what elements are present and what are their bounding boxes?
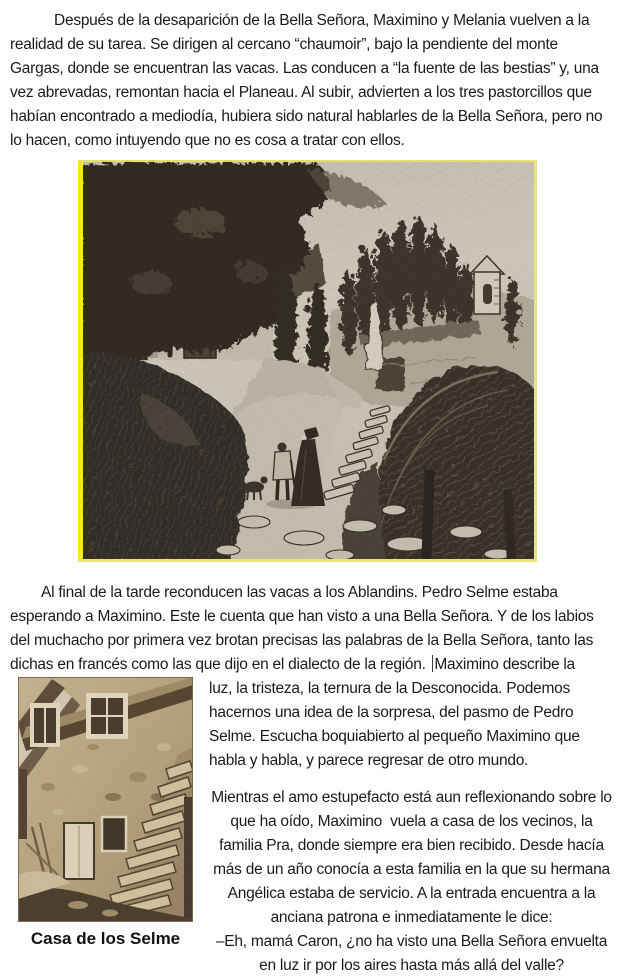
photo-text-row: [10, 677, 614, 978]
text-column: [209, 677, 614, 978]
photo-caption: Casa de los Selme: [30, 929, 181, 948]
paragraph-selme-wrapped: luz, la tristeza, la ternura de la Desconocida. Podemos hacernos una idea de la sorpresa, del pasmo de Pedro Selme. Escucha boquiabierto al pequeño Maximino que habla y habla, y parece regresar de otro mundo.: [209, 680, 584, 769]
selme-house-photo: [18, 677, 193, 922]
paragraph-selme-before-cursor: Al final de la tarde reconducen las vacas a los Ablandins. Pedro Selme estaba esperando a Maximino. Este le cuenta que han visto a una Bella Señora. Y de los labios del muchacho por primera vez brotan precisas las palabras de la Bella Señora, tanto las dichas en francés como las que dijo en el dialecto de la región.: [10, 584, 598, 673]
paragraph-selme-fullwidth: [10, 581, 614, 677]
paragraph-selme-after-cursor: Maximino describe la: [434, 656, 575, 673]
selme-house-figure: [18, 677, 193, 949]
village-engraving-image: [78, 160, 537, 562]
paragraph-dialogue: –Eh, mamá Caron, ¿no ha visto una Bella Señora envuelta en luz ir por los aires hasta más allá del valle?: [215, 933, 612, 974]
village-engraving-figure: [78, 160, 537, 562]
paragraph-intro: Después de la desaparición de la Bella Señora, Maximino y Melania vuelven a la realidad de su tarea. Se dirigen al cercano “chaumoir”, bajo la pendiente del monte Gargas, donde se encuentran las vacas. Las conducen a “la fuente de las bestias” y, una vez abrevadas, remontan hacia el Planeau. Al subir, advierten a los tres pastorcillos que habían encontrado a mediodía, hubiera sido natural hablarles de la Bella Señora, pero no lo hacen, como intuyendo que no es cosa a tratar con ellos.: [10, 12, 607, 149]
paragraph-vecinos: Mientras el amo estupefacto está aun reflexionando sobre lo que ha oído, Maximino vuela a casa de los vecinos, la familia Pra, donde siempre era bien recibido. Desde hacía más de un año conocía a esta familia en la que su hermana Angélica estaba de servicio. A la entrada encuentra a la anciana patrona e inmediatamente le dice:: [211, 789, 616, 926]
